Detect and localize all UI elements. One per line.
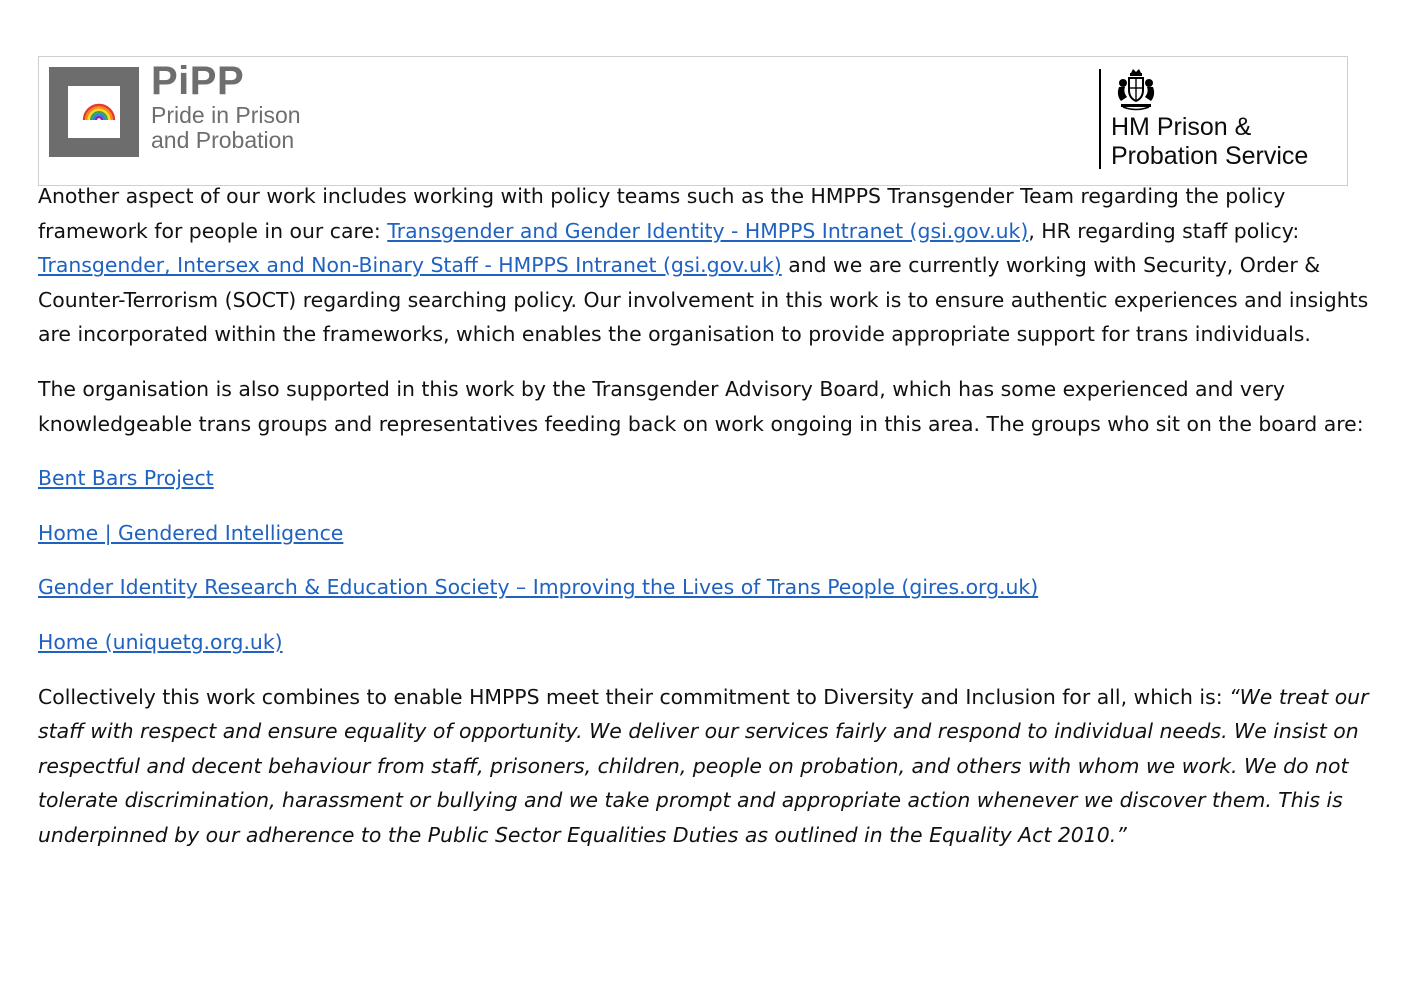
link-gendered-intelligence[interactable]: Home | Gendered Intelligence xyxy=(38,520,344,545)
paragraph-advisory-board: The organisation is also supported in this work by the Transgender Advisory Board, which has some experienced and very knowledgeable trans groups and representatives feeding back on work ongoing in this area. The groups who sit on the board are: xyxy=(38,376,1364,436)
paragraph-commitment xyxy=(38,680,1388,853)
pipp-wordmark xyxy=(151,59,301,153)
list-item xyxy=(38,625,1388,660)
link-transgender-gender-identity[interactable]: Transgender and Gender Identity - HMPPS Intranet (gsi.gov.uk) xyxy=(387,218,1029,243)
hmpps-logo-rule xyxy=(1099,69,1101,169)
list-item xyxy=(38,570,1388,605)
rainbow-icon xyxy=(82,101,116,121)
pipp-logo-frame xyxy=(49,67,139,157)
list-item xyxy=(38,461,1388,496)
hmpps-logo xyxy=(1099,69,1339,173)
paragraph-text: Another aspect of our work includes working with policy teams such as the HMPPS Transgender Team regarding the policy framework for people in our care: xyxy=(38,184,1286,243)
pipp-subtitle-line2: and Probation xyxy=(151,127,295,153)
hmpps-name-line1: HM Prison & xyxy=(1111,113,1252,141)
document-header xyxy=(38,56,1348,186)
royal-crest-icon xyxy=(1113,69,1159,111)
pipp-title: PiPP xyxy=(151,59,245,103)
link-transgender-intersex-nonbinary-staff[interactable]: Transgender, Intersex and Non-Binary Staff - HMPPS Intranet (gsi.gov.uk) xyxy=(38,253,782,278)
link-gires[interactable]: Gender Identity Research & Education Society – Improving the Lives of Trans People (gires.org.uk) xyxy=(38,575,1039,600)
paragraph-policy-work xyxy=(38,179,1388,352)
link-bent-bars-project[interactable]: Bent Bars Project xyxy=(38,466,214,491)
paragraph-text: and we are currently working with Security, Order & Counter-Terrorism (SOCT) regarding searching policy. Our involvement in this work is to ensure authentic experiences and insights are incorporated within the frameworks, which enables the organisation to provide appropriate support for trans individuals. xyxy=(38,253,1369,347)
pipp-subtitle-line1: Pride in Prison xyxy=(151,102,301,128)
document-body xyxy=(38,179,1388,873)
hmpps-name xyxy=(1111,113,1308,171)
paragraph-text: , HR regarding staff policy: xyxy=(1028,218,1300,243)
commitment-quote: “We treat our staff with respect and ensure equality of opportunity. We deliver our services fairly and respond to individual needs. We insist on respectful and decent behaviour from staff, prisoners, children, people on probation, and others with whom we work. We do not tolerate discrimination, harassment or bullying and we take prompt and appropriate action whenever we discover them. This is underpinned by our adherence to the Public Sector Equalities Duties as outlined in the Equality Act 2010.” xyxy=(38,684,1369,847)
pipp-logo xyxy=(49,59,349,165)
commitment-intro: Collectively this work combines to enable HMPPS meet their commitment to Diversity and Inclusion for all, which is: xyxy=(38,684,1230,709)
link-uniquetg[interactable]: Home (uniquetg.org.uk) xyxy=(38,629,283,654)
hmpps-name-line2: Probation Service xyxy=(1111,142,1309,170)
list-item xyxy=(38,516,1388,551)
